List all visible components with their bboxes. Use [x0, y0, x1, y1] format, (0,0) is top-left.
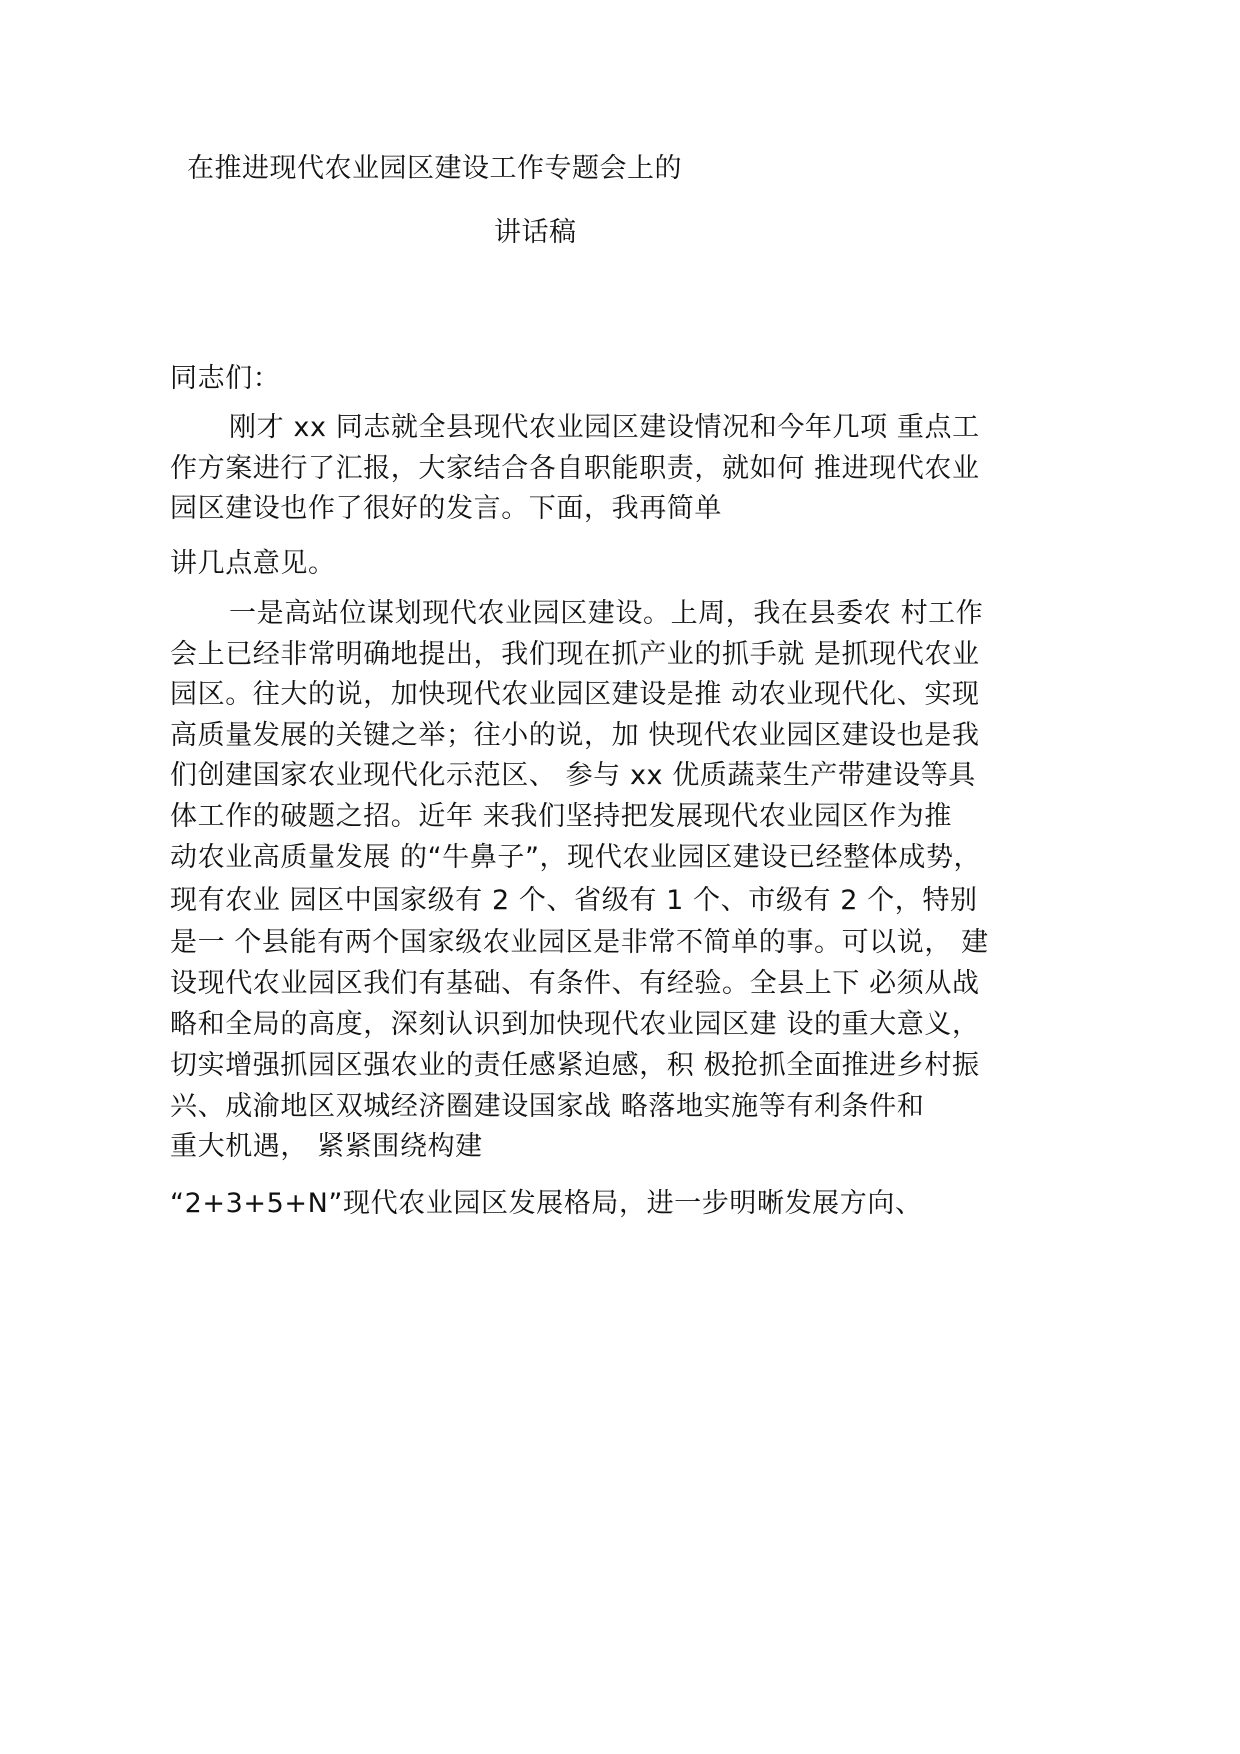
body-line: 切实增强抓园区强农业的责任感紧迫感，积 极抢抓全面推进乡村振 [170, 1050, 980, 1081]
body-line: 会上已经非常明确地提出，我们现在抓产业的抓手就 是抓现代农业 [170, 639, 980, 670]
body-line: 现有农业 园区中国家级有 2 个、省级有 1 个、市级有 2 个，特别 [170, 885, 978, 916]
body-line: 高质量发展的关键之举；往小的说，加 快现代农业园区建设也是我 [170, 720, 980, 751]
body-line: 们创建国家农业现代化示范区、 参与 xx 优质蔬菜生产带建设等具 [170, 760, 976, 791]
body-line: 动农业高质量发展 的“牛鼻子”，现代农业园区建设已经整体成势， [170, 842, 982, 873]
body-line: 园区。往大的说，加快现代农业园区建设是推 动农业现代化、实现 [170, 679, 980, 710]
body-line: “2+3+5+N”现代农业园区发展格局，进一步明晰发展方向、 [170, 1188, 923, 1219]
body-line: 设现代农业园区我们有基础、有条件、有经验。全县上下 必须从战 [170, 968, 980, 999]
body-line: 一是高站位谋划现代农业园区建设。上周，我在县委农 村工作 [229, 598, 984, 629]
body-line: 刚才 xx 同志就全县现代农业园区建设情况和今年几项 重点工 [229, 412, 980, 443]
body-line: 讲几点意见。 [170, 548, 336, 579]
document-title-line-1: 在推进现代农业园区建设工作专题会上的 [187, 153, 682, 184]
body-line: 体工作的破题之招。近年 来我们坚持把发展现代农业园区作为推 [170, 801, 952, 832]
body-line: 兴、成渝地区双城经济圈建设国家战 略落地实施等有利条件和 [170, 1091, 925, 1122]
body-line: 作方案进行了汇报，大家结合各自职能职责，就如何 推进现代农业 [170, 453, 980, 484]
document-title-line-2: 讲话稿 [494, 217, 577, 248]
body-line: 是一 个县能有两个国家级农业园区是非常不简单的事。可以说， 建 [170, 927, 989, 958]
body-line: 重大机遇， 紧紧围绕构建 [170, 1131, 483, 1162]
body-line: 略和全局的高度，深刻认识到加快现代农业园区建 设的重大意义， [170, 1009, 980, 1040]
salutation: 同志们： [170, 363, 281, 394]
body-line: 园区建设也作了很好的发言。下面，我再简单 [170, 493, 722, 524]
